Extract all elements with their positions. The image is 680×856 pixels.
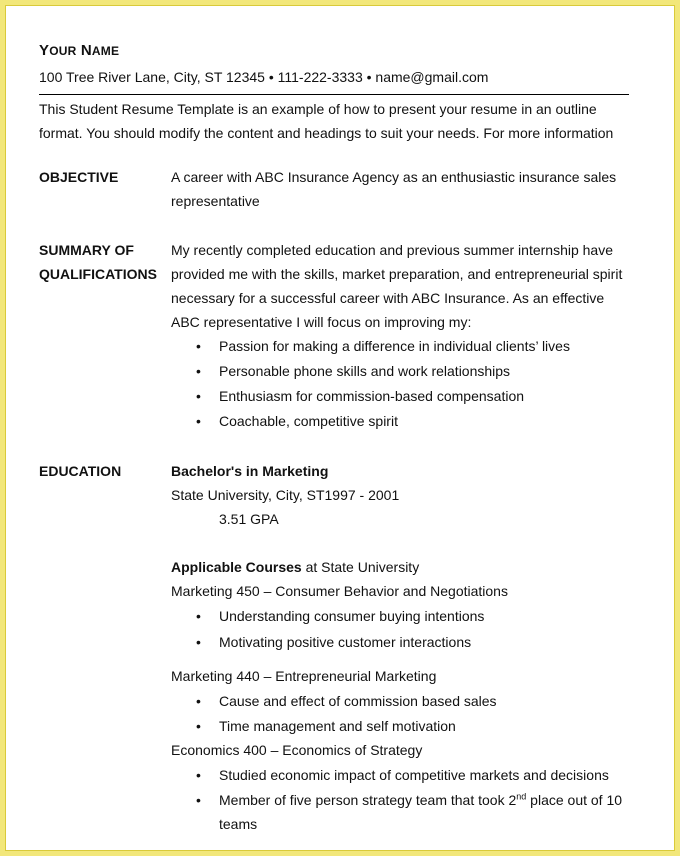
course-title: Marketing 450 – Consumer Behavior and Negotiations [171,583,508,599]
header-divider [39,94,629,95]
bullet-icon: • [196,767,201,783]
courses-heading-bold: Applicable Courses [171,559,302,575]
summary-bullet: Passion for making a difference in individual clients’ lives [219,338,570,354]
name-first-rest: OUR [49,44,77,58]
bullet-icon: • [196,363,201,379]
bullet-icon: • [196,634,201,650]
objective-text-line2: representative [171,193,260,209]
course-title: Marketing 440 – Entrepreneurial Marketing [171,668,437,684]
bullet-icon: • [196,792,201,808]
summary-label-line2: QUALIFICATIONS [39,266,157,282]
name-last-initial: N [80,42,92,59]
course-bullet: Studied economic impact of competitive markets and decisions [219,767,609,783]
summary-bullet: Enthusiasm for commission-based compensation [219,388,525,404]
name-last-rest: AME [91,44,120,58]
objective-text-line1: A career with ABC Insurance Agency as an enthusiastic insurance sales [171,169,617,185]
intro-paragraph: This Student Resume Template is an example of how to present your resume in an outline format. You should modify the content and headings to suit your needs. For more information [39,101,614,141]
summary-bullet: Coachable, competitive spirit [219,413,398,429]
course-bullet: Motivating positive customer interactions [219,634,472,650]
course-bullet: Time management and self motivation [219,718,456,734]
bullet-icon: • [196,338,201,354]
course-bullet-last-line2: teams [219,816,258,832]
education-label: EDUCATION [39,463,122,479]
gpa-line: 3.51 GPA [219,511,279,527]
course-bullet: Cause and effect of commission based sales [219,693,497,709]
course-title: Economics 400 – Economics of Strategy [171,742,423,758]
resume-page [5,5,675,851]
courses-heading-rest: at State University [301,559,420,575]
resume-name [39,42,119,59]
summary-line: necessary for a successful career with ABC Insurance. As an effective [171,290,605,306]
course-bullet: Understanding consumer buying intentions [219,608,485,624]
degree-title: Bachelor's in Marketing [171,463,329,479]
summary-line: provided me with the skills, market preparation, and entrepreneurial spirit [171,266,623,282]
summary-line: My recently completed education and previous summer internship have [171,242,614,258]
summary-bullet: Personable phone skills and work relationships [219,363,511,379]
course-bullet-last [219,788,622,813]
bullet-icon: • [196,388,201,404]
bullet-icon: • [196,693,201,709]
summary-line: ABC representative I will focus on improving my: [171,314,472,330]
last-bullet-pre: Member of five person strategy team that took 2 [219,792,517,808]
contact-line: 100 Tree River Lane, City, ST 12345 • 111-222-3333 • name@gmail.com [39,69,489,85]
last-bullet-post: place out of 10 [526,792,623,808]
name-first-initial: Y [39,42,50,59]
school-line: State University, City, ST1997 - 2001 [171,487,400,503]
bullet-icon: • [196,608,201,624]
last-bullet-sup: nd [516,791,527,802]
courses-heading [171,555,419,579]
objective-label: OBJECTIVE [39,169,119,185]
summary-label-line1: SUMMARY OF [39,242,134,258]
bullet-icon: • [196,413,201,429]
bullet-icon: • [196,718,201,734]
